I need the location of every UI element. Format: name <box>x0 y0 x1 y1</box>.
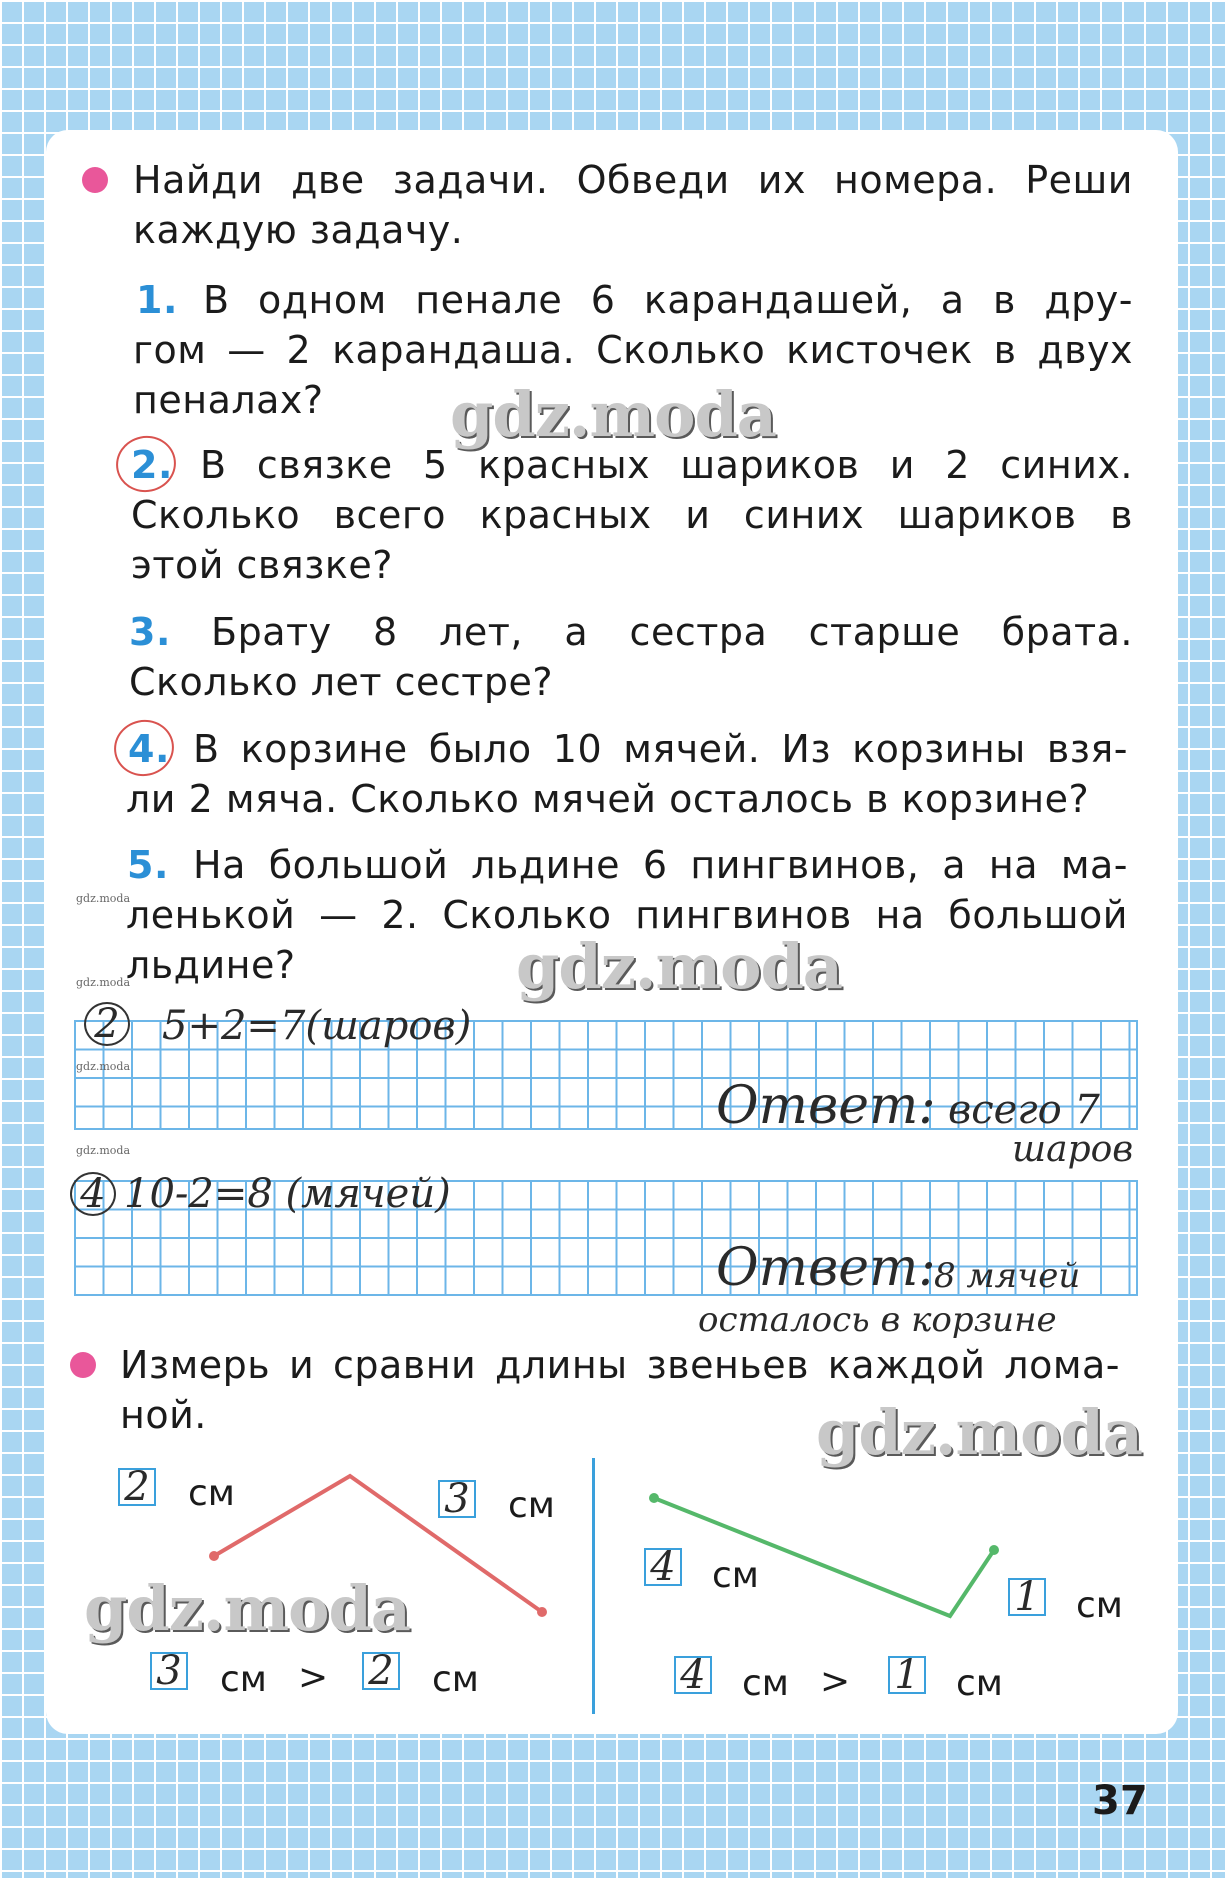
left-line-endpoint-start <box>209 1551 219 1561</box>
problem-1-number: 1. <box>136 278 178 322</box>
right-line-endpoint-end <box>989 1545 999 1555</box>
small-watermark-4: gdz.moda <box>76 1144 131 1157</box>
problem-3-number: 3. <box>129 610 171 654</box>
task-1-line-1: Найди две задачи. Обведи их номера. Реши <box>133 158 1133 202</box>
small-watermark-3: gdz.moda <box>76 1060 131 1073</box>
left-compare-a-box: 3 <box>150 1652 188 1690</box>
right-segment-1-unit: см <box>712 1555 759 1596</box>
solution-2-label: 4 <box>70 1172 116 1216</box>
problem-5-line-3: льдине? <box>126 943 296 987</box>
problem-1-line-3: пеналах? <box>133 378 324 422</box>
problem-5-line-1: На большой льдине 6 пингвинов, а на ма- <box>193 843 1128 887</box>
left-segment-1-box: 2 <box>118 1468 156 1506</box>
left-segment-2-unit: см <box>508 1485 555 1526</box>
left-line-endpoint-end <box>537 1607 547 1617</box>
right-segment-2-box: 1 <box>1008 1578 1046 1616</box>
problem-2-number: 2. <box>131 443 173 487</box>
problem-3-line-2: Сколько лет сестре? <box>129 660 554 704</box>
right-segment-1-box: 4 <box>644 1548 682 1586</box>
right-segment-2-unit: см <box>1076 1585 1123 1626</box>
left-compare-operator: > <box>298 1657 329 1698</box>
left-compare-a-unit: см <box>220 1659 267 1700</box>
left-segment-2-box: 3 <box>438 1480 476 1518</box>
problem-4-line-1: В корзине было 10 мячей. Из корзины взя- <box>193 727 1128 771</box>
problem-4-line-2: ли 2 мяча. Сколько мячей осталось в корзине? <box>126 777 1090 821</box>
right-line-endpoint-start <box>649 1493 659 1503</box>
small-watermark-2: gdz.moda <box>76 976 131 989</box>
right-compare-b-unit: см <box>956 1663 1003 1704</box>
solution-2-answer-word: Ответ: <box>716 1238 936 1298</box>
problem-3-line-1: Брату 8 лет, а сестра старше брата. <box>211 610 1133 654</box>
solution-1-answer-line-2: шаров <box>1012 1129 1134 1170</box>
page-number: 37 <box>1092 1778 1148 1824</box>
problem-2-line-1: В связке 5 красных шариков и 2 синих. <box>200 443 1133 487</box>
watermark-4: gdz.moda <box>84 1572 410 1645</box>
right-broken-line <box>654 1498 994 1616</box>
watermark-1: gdz.moda <box>450 378 776 451</box>
solution-1-answer-word: Ответ: <box>716 1076 936 1136</box>
task-2-line-2: ной. <box>120 1393 207 1437</box>
watermark-3: gdz.moda <box>816 1396 1142 1469</box>
problem-2-line-3: этой связке? <box>131 543 393 587</box>
problem-5-line-2: ленькой — 2. Сколько пингвинов на большой <box>126 893 1128 937</box>
solution-2-answer-line-2: осталось в корзине <box>698 1300 1057 1340</box>
left-compare-b-unit: см <box>432 1659 479 1700</box>
problem-5-number: 5. <box>127 843 169 887</box>
right-compare-b-box: 1 <box>888 1656 926 1694</box>
problem-1-line-1: В одном пенале 6 карандашей, а в дру- <box>203 278 1133 322</box>
task-1-line-2: каждую задачу. <box>133 208 464 252</box>
solution-1-label: 2 <box>84 1002 130 1046</box>
solution-1-answer-line-1: всего 7 <box>948 1087 1100 1133</box>
left-compare-b-box: 2 <box>362 1652 400 1690</box>
problem-4-number: 4. <box>128 727 170 771</box>
right-compare-a-unit: см <box>742 1663 789 1704</box>
left-segment-1-unit: см <box>188 1473 235 1514</box>
solution-1-equation: 5+2=7(шаров) <box>162 1003 472 1049</box>
solution-2-answer-line-1: 8 мячей <box>934 1256 1081 1296</box>
problem-2-line-2: Сколько всего красных и синих шариков в <box>131 493 1133 537</box>
small-watermark-1: gdz.moda <box>76 892 131 905</box>
task-2-line-1: Измерь и сравни длины звеньев каждой лома- <box>120 1343 1120 1387</box>
watermark-2: gdz.moda <box>516 930 842 1003</box>
right-compare-operator: > <box>820 1661 851 1702</box>
problem-1-line-2: гом — 2 карандаша. Сколько кисточек в двух <box>133 328 1133 372</box>
right-compare-a-box: 4 <box>674 1656 712 1694</box>
solution-2-equation: 10-2=8 (мячей) <box>124 1171 451 1217</box>
